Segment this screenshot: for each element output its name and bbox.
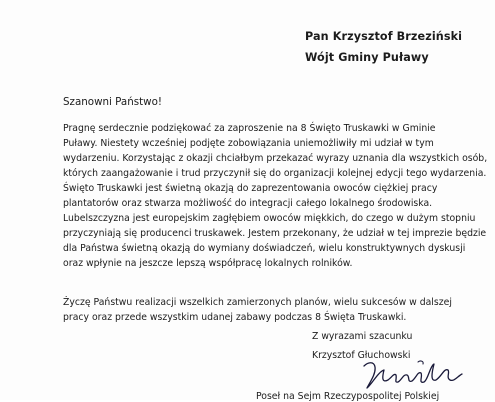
closing-phrase: Z wyrazami szacunku xyxy=(312,331,413,342)
paragraph-line: dla Państwa świetną okazją do wymiany doświadczeń, wielu konstruktywnych dyskusji xyxy=(63,243,466,254)
paragraph-thanks xyxy=(63,121,488,181)
paragraph-line: przyczyniają się producenci truskawek. Jestem przekonany, że udział w tej imprezie będzie xyxy=(63,228,487,239)
paragraph-line: Życzę Państwu realizacji wszelkich zamierzonych planów, wielu sukcesów w dalszej xyxy=(63,297,452,308)
paragraph-line: plantatorów oraz stwarza możliwość do integracji całego lokalnego środowiska. xyxy=(63,198,433,209)
paragraph-line: pracy oraz przede wszystkim udanej zabawy podczas 8 Święta Truskawki. xyxy=(63,312,407,323)
paragraph-wishes xyxy=(63,295,452,325)
sender-name: Krzysztof Głuchowski xyxy=(312,350,411,361)
recipient-title: Wójt Gminy Puławy xyxy=(305,51,429,64)
paragraph-line: wydarzeniu. Korzystając z okazji chciałbym przekazać wyrazy uznania dla wszystkich osób, xyxy=(63,153,488,164)
paragraph-line: Puławy. Niestety wcześniej podjęte zobowiązania uniemożliwiły mi udział w tym xyxy=(63,138,434,149)
sender-position: Poseł na Sejm Rzeczypospolitej Polskiej xyxy=(256,391,440,402)
paragraph-line: których zaangażowanie i trud przyczynił się do organizacji kolejnej edycji tego wydarzenia. xyxy=(63,168,487,179)
handwritten-signature xyxy=(358,358,466,394)
salutation: Szanowni Państwo! xyxy=(63,96,162,108)
paragraph-line: Święto Truskawki jest świetną okazją do zaprezentowania owoców ciężkiej pracy xyxy=(63,183,438,194)
paragraph-line: Pragnę serdecznie podziękować za zaproszenie na 8 Święto Truskawki w Gminie xyxy=(63,123,436,134)
recipient-block xyxy=(305,26,462,68)
paragraph-festival xyxy=(63,181,487,271)
paragraph-line: oraz wpłynie na jeszcze lepszą współpracę lokalnych rolników. xyxy=(63,258,353,269)
recipient-name: Pan Krzysztof Brzeziński xyxy=(305,30,463,43)
paragraph-line: Lubelszczyzna jest europejskim zagłębiem owoców miękkich, do czego w dużym stopniu xyxy=(63,213,476,224)
